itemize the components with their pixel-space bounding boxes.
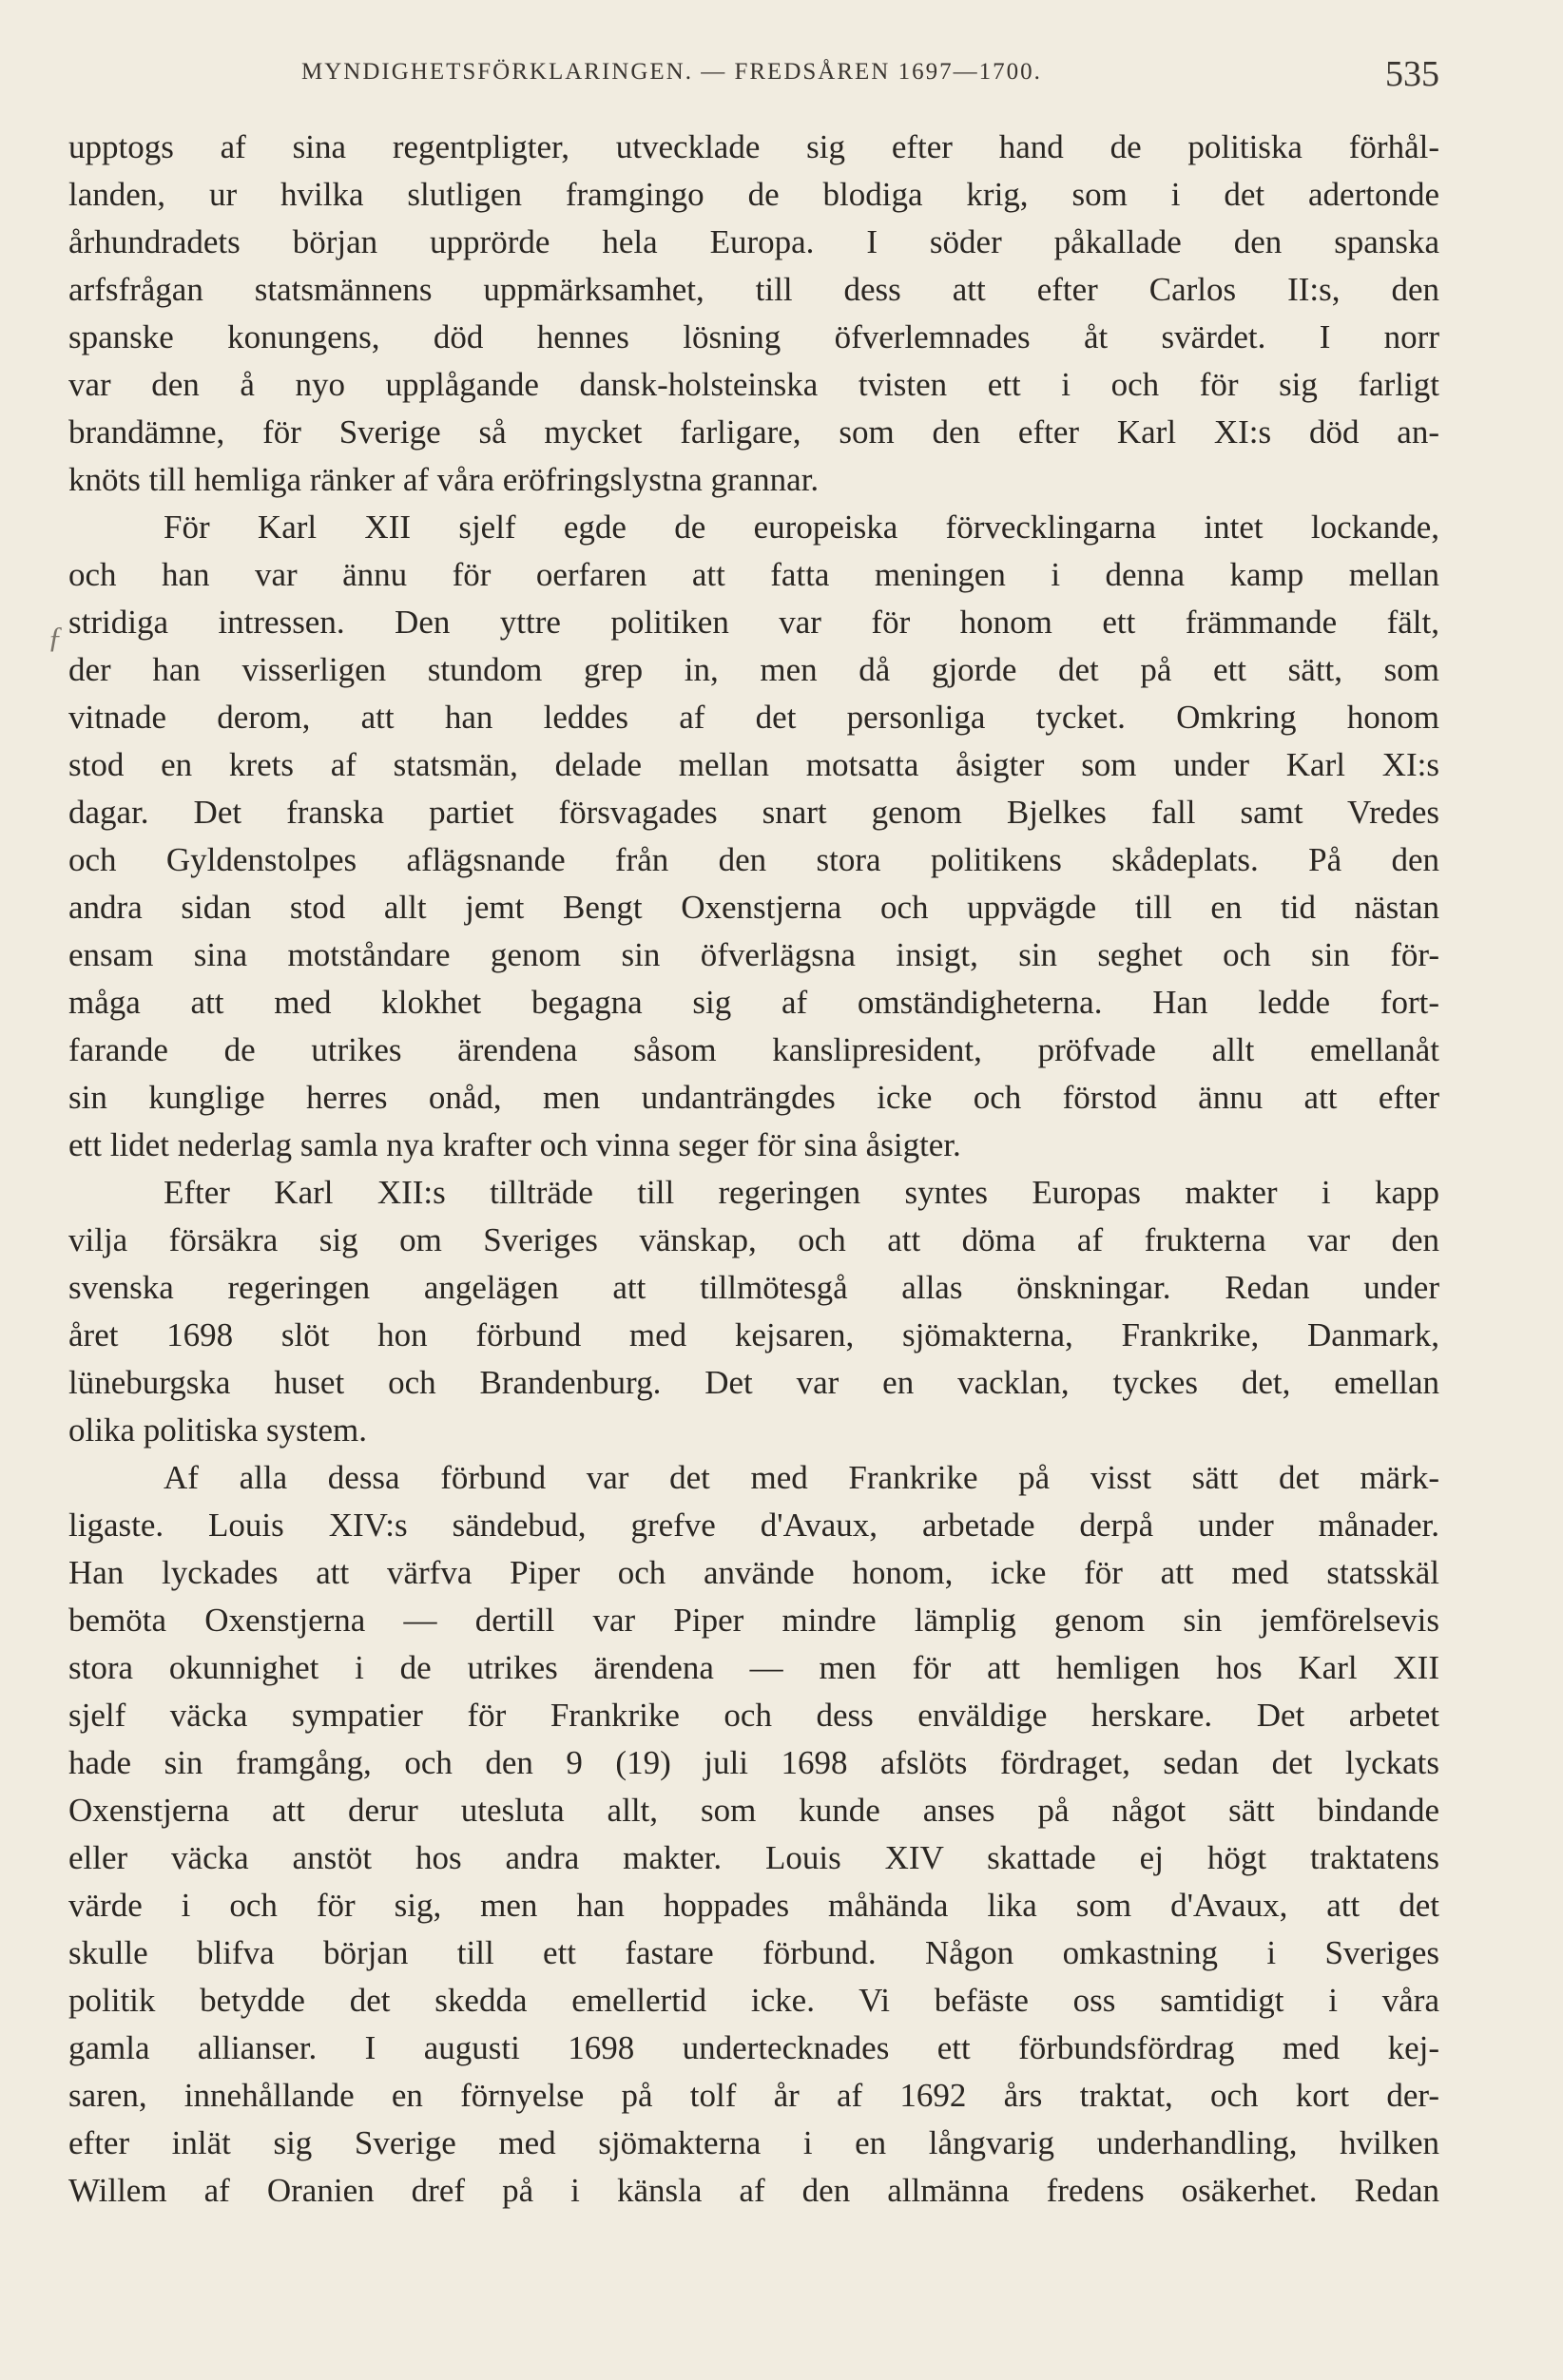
text-line: brandämne, för Sverige så mycket farligare, som den efter Karl XI:s död an- [68, 413, 1439, 451]
page-number: 535 [1385, 54, 1439, 94]
body-text [68, 124, 1439, 2215]
text-line: farande de utrikes ärendena såsom kanslipresident, pröfvade allt emellanåt [68, 1031, 1439, 1068]
text-line: stod en krets af statsmän, delade mellan motsatta åsigter som under Karl XI:s [68, 746, 1439, 783]
running-title: MYNDIGHETSFÖRKLARINGEN. — FREDSÅREN 1697—1700. [301, 59, 1042, 85]
text-line: För Karl XII sjelf egde de europeiska förvecklingarna intet lockande, [164, 509, 1439, 546]
text-line: vilja försäkra sig om Sveriges vänskap, och att döma af frukterna var den [68, 1221, 1439, 1258]
text-line: århundradets början upprörde hela Europa. I söder påkallade den spanska [68, 223, 1439, 260]
text-line: Efter Karl XII:s tillträde till regeringen syntes Europas makter i kapp [164, 1174, 1439, 1211]
text-line: Oxenstjerna att derur utesluta allt, som kunde anses på något sätt bindande [68, 1792, 1439, 1829]
text-line: vitnade derom, att han leddes af det personliga tycket. Omkring honom [68, 699, 1439, 736]
text-line: och Gyldenstolpes aflägsnande från den stora politikens skådeplats. På den [68, 841, 1439, 878]
text-line: efter inlät sig Sverige med sjömakterna i en långvarig underhandling, hvilken [68, 2124, 1439, 2161]
running-head [68, 53, 1439, 101]
text-line: året 1698 slöt hon förbund med kejsaren, sjömakterna, Frankrike, Danmark, [68, 1316, 1439, 1353]
text-line: olika politiska system. [68, 1411, 368, 1449]
text-line: stora okunnighet i de utrikes ärendena — men för att hemligen hos Karl XII [68, 1649, 1439, 1686]
text-line: knöts till hemliga ränker af våra eröfringslystna grannar. [68, 461, 820, 498]
text-line: landen, ur hvilka slutligen framgingo de blodiga krig, som i det adertonde [68, 176, 1439, 213]
text-line: Han lyckades att värfva Piper och använde honom, icke för att med statsskäl [68, 1554, 1439, 1591]
text-line: och han var ännu för oerfaren att fatta meningen i denna kamp mellan [68, 556, 1439, 593]
text-line: bemöta Oxenstjerna — dertill var Piper mindre lämplig genom sin jemförelsevis [68, 1602, 1439, 1639]
text-line: värde i och för sig, men han hoppades måhända lika som d'Avaux, att det [68, 1887, 1439, 1924]
text-line: politik betydde det skedda emellertid icke. Vi befäste oss samtidigt i våra [68, 1982, 1439, 2019]
text-line: ligaste. Louis XIV:s sändebud, grefve d'Avaux, arbetade derpå under månader. [68, 1507, 1439, 1544]
text-line: sjelf väcka sympatier för Frankrike och dess enväldige herskare. Det arbetet [68, 1697, 1439, 1734]
text-line: ensam sina motståndare genom sin öfverlägsna insigt, sin seghet och sin för- [68, 936, 1439, 973]
text-line: stridiga intressen. Den yttre politiken var för honom ett främmande fält, [68, 604, 1439, 641]
text-line: måga att med klokhet begagna sig af omständigheterna. Han ledde fort- [68, 984, 1439, 1021]
text-line: ett lidet nederlag samla nya krafter och vinna seger för sina åsigter. [68, 1126, 961, 1163]
text-line: lüneburgska huset och Brandenburg. Det var en vacklan, tyckes det, emellan [68, 1364, 1439, 1401]
text-line: spanske konungens, död hennes lösning öfverlemnades åt svärdet. I norr [68, 318, 1439, 355]
text-line: Af alla dessa förbund var det med Frankrike på visst sätt det märk- [164, 1459, 1439, 1496]
text-line: arfsfrågan statsmännens uppmärksamhet, till dess att efter Carlos II:s, den [68, 271, 1439, 308]
text-line: var den å nyo upplågande dansk-holsteinska tvisten ett i och för sig farligt [68, 366, 1439, 403]
text-line: dagar. Det franska partiet försvagades snart genom Bjelkes fall samt Vredes [68, 794, 1439, 831]
text-line: saren, innehållande en förnyelse på tolf år af 1692 års traktat, och kort der- [68, 2077, 1439, 2114]
margin-mark: ƒ [48, 620, 63, 654]
text-line: hade sin framgång, och den 9 (19) juli 1698 afslöts fördraget, sedan det lyckats [68, 1744, 1439, 1781]
text-line: Willem af Oranien dref på i känsla af den allmänna fredens osäkerhet. Redan [68, 2172, 1439, 2209]
text-line: gamla allianser. I augusti 1698 undertecknades ett förbundsfördrag med kej- [68, 2029, 1439, 2066]
text-line: skulle blifva början till ett fastare förbund. Någon omkastning i Sveriges [68, 1934, 1439, 1971]
text-line: eller väcka anstöt hos andra makter. Louis XIV skattade ej högt traktatens [68, 1839, 1439, 1876]
text-line: upptogs af sina regentpligter, utvecklade sig efter hand de politiska förhål- [68, 128, 1439, 165]
text-line: andra sidan stod allt jemt Bengt Oxenstjerna och uppvägde till en tid nästan [68, 889, 1439, 926]
text-line: svenska regeringen angelägen att tillmötesgå allas önskningar. Redan under [68, 1269, 1439, 1306]
text-line: sin kunglige herres onåd, men undanträngdes icke och förstod ännu att efter [68, 1079, 1439, 1116]
text-line: der han visserligen stundom grep in, men då gjorde det på ett sätt, som [68, 651, 1439, 688]
